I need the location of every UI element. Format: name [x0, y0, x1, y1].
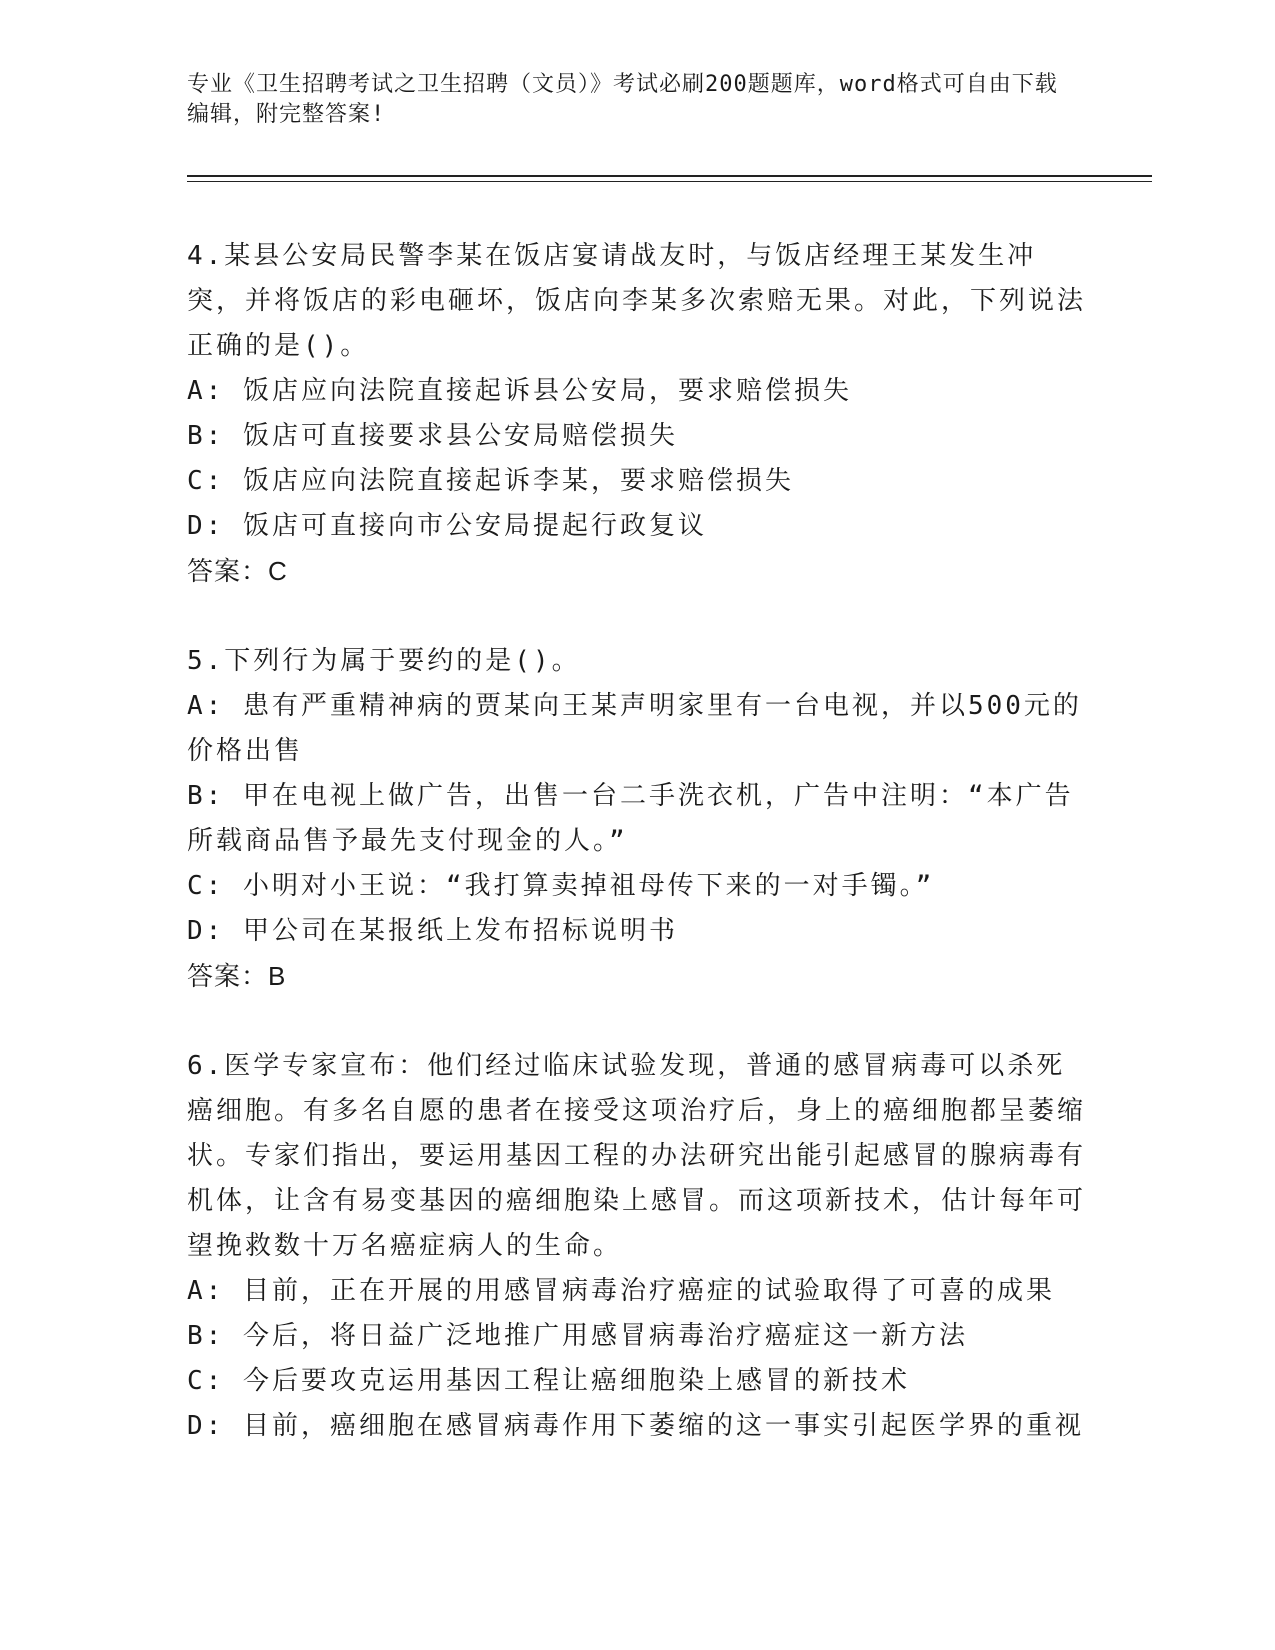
- question-stem: 5.下列行为属于要约的是()。: [187, 646, 581, 676]
- option-c: C: 今后要攻克运用基因工程让癌细胞染上感冒的新技术: [187, 1366, 910, 1396]
- header-divider-thick: [187, 175, 1152, 177]
- option-a: A: 患有严重精神病的贾某向王某声明家里有一台电视，并以500元的价格出售: [187, 691, 1082, 766]
- option-b: B: 饭店可直接要求县公安局赔偿损失: [187, 421, 678, 451]
- option-c: C: 小明对小王说：“我打算卖掉祖母传下来的一对手镯。”: [187, 871, 935, 901]
- option-c: C: 饭店应向法院直接起诉李某，要求赔偿损失: [187, 466, 794, 496]
- answer-label: 答案：B: [187, 961, 287, 991]
- option-d: D: 饭店可直接向市公安局提起行政复议: [187, 511, 707, 541]
- option-a: A: 饭店应向法院直接起诉县公安局，要求赔偿损失: [187, 376, 852, 406]
- answer-label: 答案：C: [187, 556, 288, 586]
- question-6: [187, 1044, 1087, 1449]
- question-stem: 4.某县公安局民警李某在饭店宴请战友时，与饭店经理王某发生冲突，并将饭店的彩电砸坏，饭店向李某多次索赔无果。对此，下列说法正确的是()。: [187, 241, 1087, 361]
- header-divider-thin: [187, 181, 1152, 182]
- question-list: [187, 234, 1087, 1494]
- option-b: B: 今后，将日益广泛地推广用感冒病毒治疗癌症这一新方法: [187, 1321, 968, 1351]
- question-4: [187, 234, 1087, 594]
- question-stem: 6.医学专家宣布：他们经过临床试验发现，普通的感冒病毒可以杀死癌细胞。有多名自愿的患者在接受这项治疗后，身上的癌细胞都呈萎缩状。专家们指出，要运用基因工程的办法研究出能引起感冒的腺病毒有机体，让含有易变基因的癌细胞染上感冒。而这项新技术，估计每年可望挽救数十万名癌症病人的生命。: [187, 1051, 1087, 1261]
- option-a: A: 目前，正在开展的用感冒病毒治疗癌症的试验取得了可喜的成果: [187, 1276, 1055, 1306]
- question-5: [187, 639, 1087, 999]
- option-b: B: 甲在电视上做广告，出售一台二手洗衣机，广告中注明：“本广告所载商品售予最先支付现金的人。”: [187, 781, 1074, 856]
- option-d: D: 甲公司在某报纸上发布招标说明书: [187, 916, 678, 946]
- document-header: 专业《卫生招聘考试之卫生招聘（文员）》考试必刷200题题库，word格式可自由下载编辑，附完整答案!: [187, 72, 1058, 127]
- option-d: D: 目前，癌细胞在感冒病毒作用下萎缩的这一事实引起医学界的重视: [187, 1411, 1084, 1441]
